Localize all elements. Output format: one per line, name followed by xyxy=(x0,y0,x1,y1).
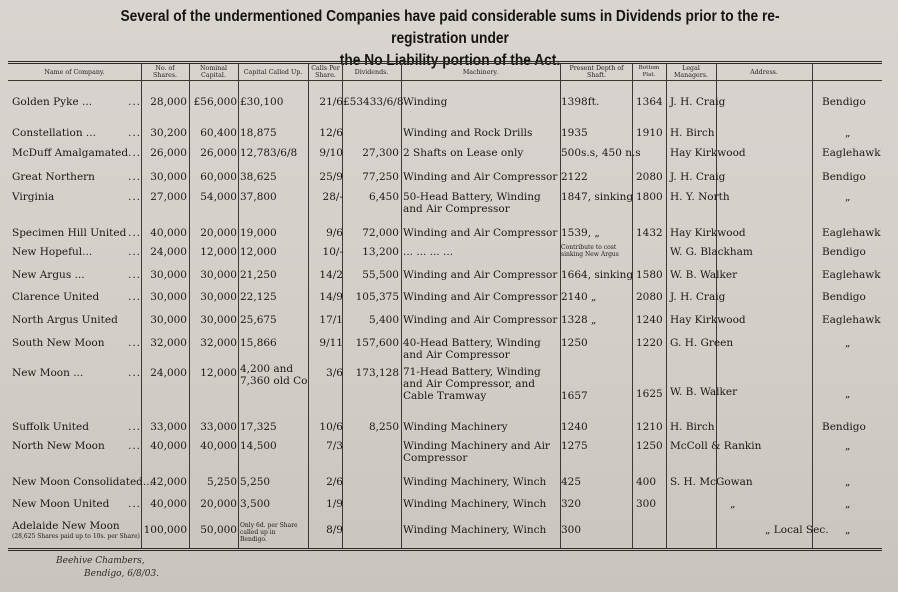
title-line-2: the No Liability portion of the Act. xyxy=(339,52,561,69)
cell-nominal: 60,400 xyxy=(200,127,237,139)
cell-called: 18,875 xyxy=(240,127,277,139)
cell-shares: 100,000 xyxy=(143,524,187,536)
cell-manager: G. H. Green xyxy=(670,337,734,349)
cell-name: McDuff Amalgamated xyxy=(12,147,129,159)
cell-shares: 28,000 xyxy=(150,96,187,108)
cell-machinery: Winding and Air Compressor xyxy=(403,314,558,326)
cell-calls: 25/9 xyxy=(319,171,343,183)
cell-dots: ... xyxy=(128,191,142,203)
column-divider xyxy=(401,64,402,548)
cell-depth: 1250 xyxy=(561,337,588,349)
cell-called: 37,800 xyxy=(240,191,277,203)
cell-machinery: Winding and Air Compressor xyxy=(403,227,558,239)
cell-name: New Moon Consolidated... xyxy=(12,476,153,488)
cell-machinery: Winding Machinery xyxy=(403,421,508,433)
cell-address: „ xyxy=(845,337,851,349)
cell-shares: 24,000 xyxy=(150,367,187,379)
cell-address: „ xyxy=(845,191,851,203)
cell-bottom: 1432 xyxy=(636,227,663,239)
cell-calls: 14/9 xyxy=(319,291,343,303)
cell-machinery: 71-Head Battery, Winding and Air Compressor, and Cable Tramway xyxy=(403,366,541,402)
cell-machinery: Winding xyxy=(403,96,448,108)
cell-bottom: 1220 xyxy=(636,337,663,349)
column-divider xyxy=(812,64,813,548)
cell-calls: 21/6 xyxy=(319,96,343,108)
cell-address: Eaglehawk xyxy=(822,269,881,281)
cell-name: South New Moon xyxy=(12,337,105,349)
cell-called: 22,125 xyxy=(240,291,277,303)
signature-line-2: Bendigo, 6/8/03. xyxy=(84,569,160,579)
cell-name: Adelaide New Moon xyxy=(12,520,120,532)
cell-manager: W. B. Walker xyxy=(670,269,738,281)
cell-calls: 14/2 xyxy=(319,269,343,281)
cell-dividends: 13,200 xyxy=(362,246,399,258)
cell-called: 21,250 xyxy=(240,269,277,281)
cell-machinery: 50-Head Battery, Winding and Air Compressor xyxy=(403,191,541,215)
cell-dots: ... xyxy=(128,171,142,183)
cell-dots: ... xyxy=(128,440,142,452)
cell-dots: ... xyxy=(128,498,142,510)
cell-manager: W. G. Blackham xyxy=(670,246,753,258)
cell-shares: 30,000 xyxy=(150,171,187,183)
cell-called: 5,250 xyxy=(240,476,271,488)
cell-nominal: 32,000 xyxy=(200,337,237,349)
cell-called: 3,500 xyxy=(240,498,271,510)
cell-shares: 32,000 xyxy=(150,337,187,349)
cell-dots: ... xyxy=(128,127,142,139)
cell-depth: 1539, „ xyxy=(561,227,600,239)
cell-address: „ xyxy=(845,476,851,488)
cell-manager: S. H. McGowan xyxy=(670,476,753,488)
cell-name: Clarence United xyxy=(12,291,100,303)
cell-dots: ... xyxy=(128,269,142,281)
cell-name: New Hopeful... xyxy=(12,246,93,258)
cell-depth: 300 xyxy=(561,524,582,536)
cell-shares: 26,000 xyxy=(150,147,187,159)
cell-dividends: £53433/6/8 xyxy=(343,96,404,108)
cell-machinery: Winding Machinery, Winch xyxy=(403,498,547,510)
cell-calls: 12/6 xyxy=(319,127,343,139)
cell-shares: 27,000 xyxy=(150,191,187,203)
cell-bottom: 2080 xyxy=(636,291,663,303)
signature-line-1: Beehive Chambers, xyxy=(56,556,145,566)
cell-machinery: Winding Machinery, Winch xyxy=(403,476,547,488)
cell-dividends: 55,500 xyxy=(362,269,399,281)
cell-depth: 1240 xyxy=(561,421,588,433)
cell-dividends: 5,400 xyxy=(368,314,399,326)
cell-address: Eaglehawk xyxy=(822,147,881,159)
cell-called: 12,783/6/8 xyxy=(240,147,298,159)
cell-nominal: £56,000 xyxy=(193,96,237,108)
header-called: Capital Called Up. xyxy=(243,68,303,76)
cell-shares: 33,000 xyxy=(150,421,187,433)
cell-depth: 500s.s, 450 n.s xyxy=(561,147,641,159)
cell-machinery: 40-Head Battery, Winding and Air Compressor xyxy=(403,337,541,361)
column-divider xyxy=(666,64,667,548)
cell-dots: ... xyxy=(128,421,142,433)
cell-bottom: 400 xyxy=(636,476,657,488)
cell-address: „ xyxy=(845,440,851,452)
cell-address: Eaglehawk xyxy=(822,314,881,326)
header-rule xyxy=(8,80,882,81)
cell-nominal: 50,000 xyxy=(200,524,237,536)
cell-depth: 1328 „ xyxy=(561,314,597,326)
cell-shares: 30,200 xyxy=(150,127,187,139)
cell-nominal: 60,000 xyxy=(200,171,237,183)
cell-dividends: 72,000 xyxy=(362,227,399,239)
cell-shares: 40,000 xyxy=(150,498,187,510)
cell-name: New Moon ... xyxy=(12,367,84,379)
cell-calls: 2/6 xyxy=(326,476,343,488)
cell-called: 25,675 xyxy=(240,314,277,326)
cell-machinery: ... ... ... ... xyxy=(403,246,454,258)
cell-dividends: 27,300 xyxy=(362,147,399,159)
cell-dots: ... xyxy=(128,291,142,303)
cell-bottom: 2080 xyxy=(636,171,663,183)
cell-bottom: 1210 xyxy=(636,421,663,433)
header-depth: Present Depth of Shaft. xyxy=(569,65,624,79)
cell-calls: 9/11 xyxy=(319,337,343,349)
header-shares: No. of Shares. xyxy=(152,65,178,79)
header-dividends: Dividends. xyxy=(354,68,389,76)
cell-bottom: 1364 xyxy=(636,96,663,108)
cell-name: New Argus ... xyxy=(12,269,85,281)
cell-manager: J. H. Craig xyxy=(670,291,726,303)
cell-called: 14,500 xyxy=(240,440,277,452)
cell-nominal: 20,000 xyxy=(200,498,237,510)
cell-nominal: 30,000 xyxy=(200,269,237,281)
cell-manager: Hay Kirkwood xyxy=(670,227,746,239)
cell-manager: H. Y. North xyxy=(670,191,730,203)
cell-shares: 42,000 xyxy=(150,476,187,488)
cell-dots: ... xyxy=(128,367,142,379)
cell-machinery: Winding and Rock Drills xyxy=(403,127,533,139)
cell-dividends: 173,128 xyxy=(355,367,399,379)
cell-shares: 30,000 xyxy=(150,291,187,303)
cell-depth: 1657 xyxy=(561,390,588,402)
cell-dividends: 77,250 xyxy=(362,171,399,183)
cell-manager: Hay Kirkwood xyxy=(670,314,746,326)
cell-manager: J. H. Craig xyxy=(670,96,726,108)
cell-manager: W. B. Walker xyxy=(670,386,738,398)
cell-calls: 1/9 xyxy=(326,498,343,510)
cell-bottom: 1250 xyxy=(636,440,663,452)
cell-dividends: 105,375 xyxy=(355,291,399,303)
cell-manager: H. Birch xyxy=(670,421,715,433)
header-name: Name of Company. xyxy=(44,68,105,76)
cell-calls: 9/10 xyxy=(319,147,343,159)
cell-manager: Hay Kirkwood xyxy=(670,147,746,159)
cell-calls: 3/6 xyxy=(326,367,343,379)
cell-machinery: Winding and Air Compressor xyxy=(403,171,558,183)
cell-address: Bendigo xyxy=(822,96,866,108)
cell-depth: 320 xyxy=(561,498,582,510)
cell-bottom: 1240 xyxy=(636,314,663,326)
cell-dividends: 8,250 xyxy=(368,421,399,433)
cell-depth: 1847, sinking xyxy=(561,191,634,203)
cell-dots: ... xyxy=(128,246,142,258)
column-divider xyxy=(189,64,190,548)
cell-depth: 1398ft. xyxy=(561,96,600,108)
cell-address: „ xyxy=(845,127,851,139)
cell-called: 19,000 xyxy=(240,227,277,239)
cell-depth: 1275 xyxy=(561,440,588,452)
cell-dividends: 157,600 xyxy=(355,337,399,349)
cell-nominal: 33,000 xyxy=(200,421,237,433)
cell-called: 12,000 xyxy=(240,246,277,258)
cell-called: Only 6d. per Share called up in Bendigo. xyxy=(240,522,298,543)
cell-nominal: 20,000 xyxy=(200,227,237,239)
column-divider xyxy=(238,64,239,548)
cell-nominal: 5,250 xyxy=(206,476,237,488)
cell-name: Great Northern xyxy=(12,171,95,183)
cell-depth: 1664, sinking xyxy=(561,269,634,281)
cell-address: Bendigo xyxy=(822,246,866,258)
cell-called: 15,866 xyxy=(240,337,277,349)
cell-dots: ... xyxy=(128,96,142,108)
header-nominal: Nominal Capital. xyxy=(199,65,228,79)
cell-name: North Argus United xyxy=(12,314,118,326)
cell-calls: 8/9 xyxy=(326,524,343,536)
cell-subnote: (28,625 Shares paid up to 10s. per Share) xyxy=(12,533,140,540)
cell-calls: 17/1 xyxy=(319,314,343,326)
cell-dots: ... xyxy=(128,227,142,239)
cell-called: 4,200 and 7,360 old Co xyxy=(240,363,308,387)
cell-bottom: 300 xyxy=(636,498,657,510)
cell-dividends: 6,450 xyxy=(368,191,399,203)
header-managers: Legal Managers. xyxy=(673,65,708,79)
cell-bottom: 1800 xyxy=(636,191,663,203)
header-address: Address. xyxy=(750,68,778,76)
cell-depth: Contribute to cost sinking New Argus xyxy=(561,244,619,258)
cell-depth: 425 xyxy=(561,476,582,488)
cell-machinery: Winding Machinery and Air Compressor xyxy=(403,440,550,464)
cell-name: Suffolk United xyxy=(12,421,89,433)
title-line-1: Several of the undermentioned Companies have paid considerable sums in Dividends prior to the re-registration under xyxy=(120,8,780,47)
cell-address: „ xyxy=(845,498,851,510)
cell-name: Virginia xyxy=(12,191,55,203)
cell-called: 38,625 xyxy=(240,171,277,183)
cell-machinery: Winding and Air Compressor xyxy=(403,291,558,303)
cell-calls: 10/- xyxy=(322,246,343,258)
cell-name: Specimen Hill United xyxy=(12,227,127,239)
signature xyxy=(56,555,159,581)
cell-nominal: 40,000 xyxy=(200,440,237,452)
cell-address: Bendigo xyxy=(822,291,866,303)
cell-shares: 30,000 xyxy=(150,269,187,281)
cell-nominal: 12,000 xyxy=(200,367,237,379)
cell-called: 17,325 xyxy=(240,421,277,433)
cell-shares: 40,000 xyxy=(150,227,187,239)
cell-manager: „ Local Sec. xyxy=(765,524,829,536)
cell-calls: 9/6 xyxy=(326,227,343,239)
cell-called: £30,100 xyxy=(240,96,284,108)
cell-address: „ xyxy=(845,388,851,400)
cell-address: Eaglehawk xyxy=(822,227,881,239)
cell-shares: 24,000 xyxy=(150,246,187,258)
cell-bottom: 1580 xyxy=(636,269,663,281)
cell-manager: McColl & Rankin xyxy=(670,440,762,452)
cell-depth: 2140 „ xyxy=(561,291,597,303)
cell-name: Golden Pyke ... xyxy=(12,96,93,108)
cell-machinery: Winding Machinery, Winch xyxy=(403,524,547,536)
cell-depth: 1935 xyxy=(561,127,588,139)
cell-nominal: 30,000 xyxy=(200,314,237,326)
cell-name: New Moon United xyxy=(12,498,110,510)
header-bottom: Bottom Plat. xyxy=(638,65,660,78)
cell-manager: J. H. Craig xyxy=(670,171,726,183)
cell-calls: 28/- xyxy=(322,191,343,203)
cell-calls: 10/6 xyxy=(319,421,343,433)
cell-shares: 40,000 xyxy=(150,440,187,452)
header-machinery: Machinery. xyxy=(462,68,499,76)
cell-shares: 30,000 xyxy=(150,314,187,326)
cell-nominal: 30,000 xyxy=(200,291,237,303)
cell-address: Bendigo xyxy=(822,171,866,183)
cell-nominal: 54,000 xyxy=(200,191,237,203)
header-calls: Calls Per Share. xyxy=(311,65,340,79)
cell-manager: H. Birch xyxy=(670,127,715,139)
cell-nominal: 26,000 xyxy=(200,147,237,159)
cell-address: Bendigo xyxy=(822,421,866,433)
cell-manager: „ xyxy=(730,498,736,510)
cell-bottom: 1625 xyxy=(636,388,663,400)
cell-calls: 7/3 xyxy=(326,440,343,452)
cell-name: Constellation ... xyxy=(12,127,96,139)
cell-machinery: 2 Shafts on Lease only xyxy=(403,147,524,159)
cell-nominal: 12,000 xyxy=(200,246,237,258)
cell-machinery: Winding and Air Compressor xyxy=(403,269,558,281)
cell-bottom: 1910 xyxy=(636,127,663,139)
column-divider xyxy=(308,64,309,548)
cell-address: „ xyxy=(845,524,851,536)
cell-depth: 2122 xyxy=(561,171,588,183)
cell-dots: ... xyxy=(128,337,142,349)
cell-dots: ... xyxy=(128,147,142,159)
cell-name: North New Moon xyxy=(12,440,105,452)
